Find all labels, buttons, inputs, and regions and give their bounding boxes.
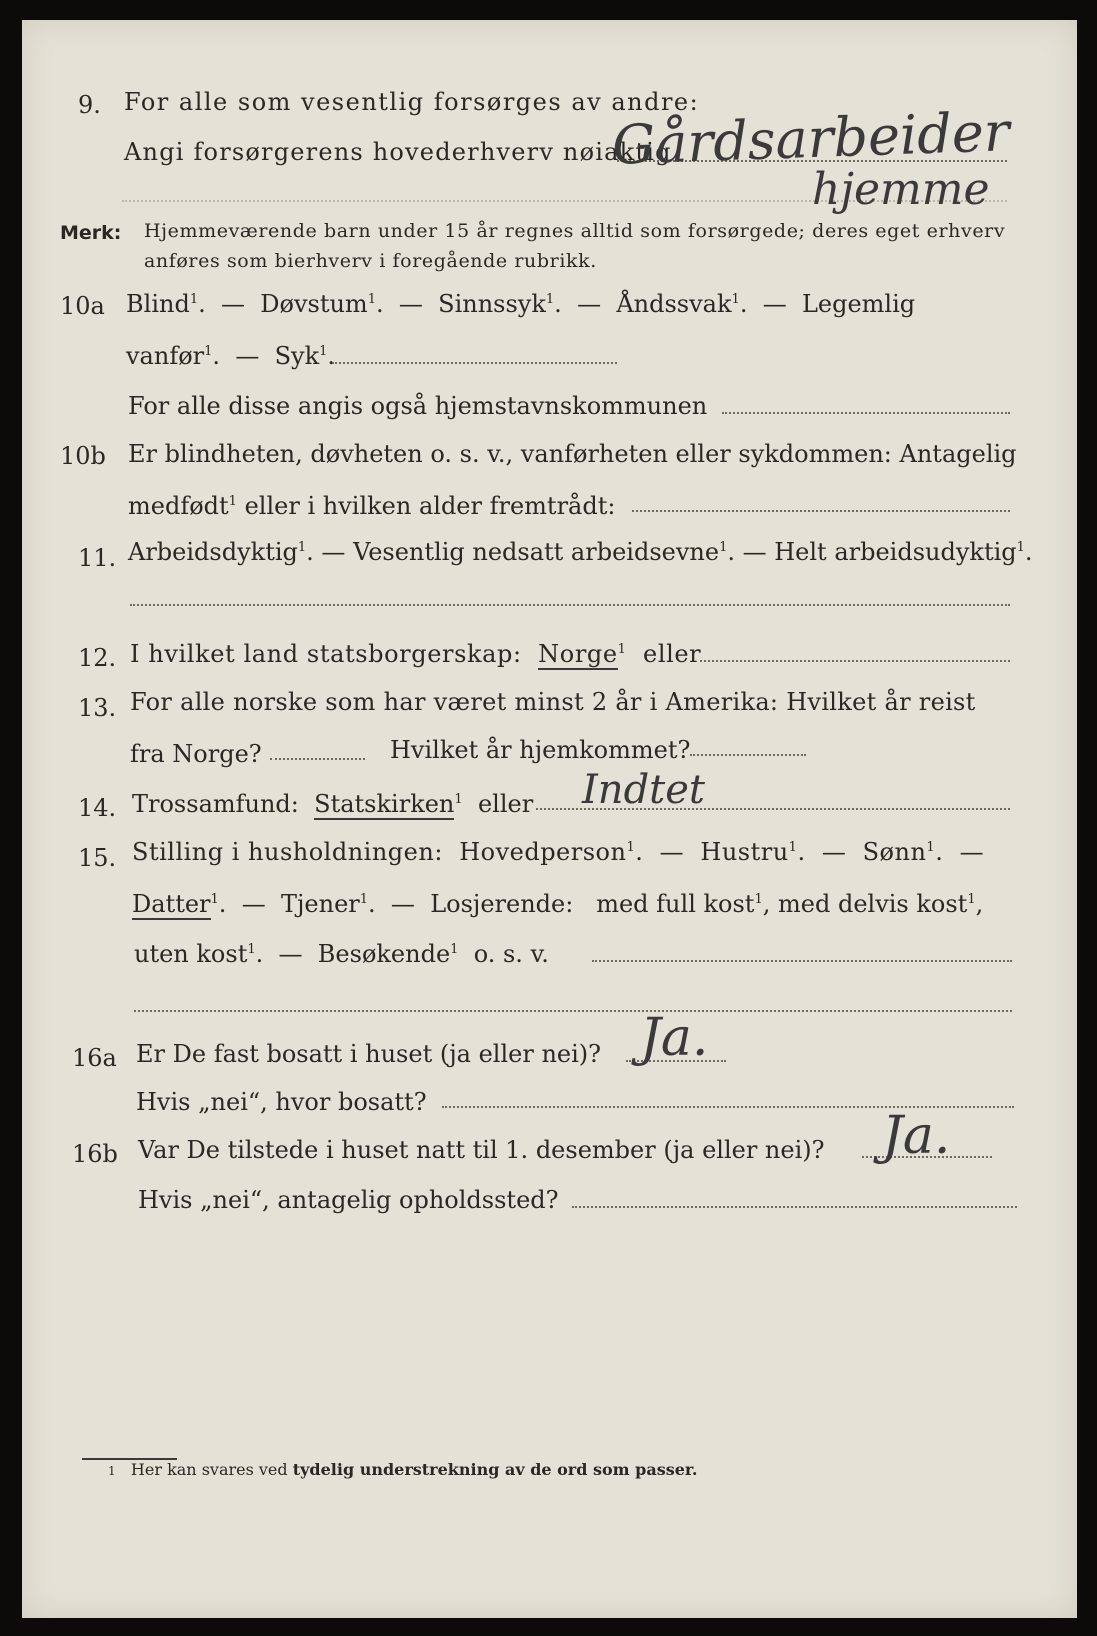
- q15-line2: Datter$^1$. — Tjener$^1$. — Losjerende: med full kost$^1$, med delvis kost$^1$,: [132, 890, 984, 918]
- option-full-kost[interactable]: med full kost: [596, 890, 755, 918]
- option-nedsatt-arbeidsevne[interactable]: Vesentlig nedsatt arbeidsevne: [353, 538, 720, 566]
- option-besokende[interactable]: Besøkende: [317, 940, 451, 968]
- q15-answer-line2: [134, 1010, 1012, 1012]
- question-number-14: 14.: [78, 794, 117, 822]
- merk-line2: anføres som bierhverv i foregående rubrikk.: [144, 250, 597, 272]
- option-delvis-kost[interactable]: med delvis kost: [778, 890, 968, 918]
- option-hovedperson[interactable]: Hovedperson: [459, 838, 627, 866]
- option-norge-underlined[interactable]: Norge: [538, 640, 618, 668]
- option-legemlig[interactable]: Legemlig: [801, 290, 916, 318]
- q12-answer-line: [700, 660, 1010, 662]
- option-arbeidsudyktig[interactable]: Helt arbeidsudyktig: [774, 538, 1017, 566]
- merk-label: Merk:: [60, 222, 122, 244]
- q13-line2a: fra Norge?: [130, 740, 262, 768]
- q10a-line1: Blind$^1$. — Døvstum$^1$. — Sinnssyk$^1$. — Åndssvak$^1$. — Legemlig: [126, 290, 916, 318]
- option-sonn[interactable]: Sønn: [862, 838, 927, 866]
- q13-answer-hjemkommet: [690, 754, 806, 756]
- option-losjerende[interactable]: Losjerende:: [430, 890, 574, 918]
- footnote: 1 Her kan svares ved tydelig understrekning av de ord som passer.: [108, 1460, 698, 1479]
- q16b-line1: Var De tilstede i huset natt til 1. desember (ja eller nei)?: [138, 1136, 825, 1164]
- option-hustru[interactable]: Hustru: [700, 838, 789, 866]
- q10b-line1: Er blindheten, døvheten o. s. v., vanførheten eller sykdommen: Antagelig: [128, 440, 1017, 468]
- q16a-line1: Er De fast bosatt i huset (ja eller nei)?: [136, 1040, 602, 1068]
- option-vanfor[interactable]: vanfør: [126, 342, 205, 370]
- q16b-handwritten-answer: Ja.: [882, 1106, 951, 1166]
- footnote-marker: 1: [108, 1464, 116, 1478]
- option-datter-underlined[interactable]: Datter: [132, 890, 211, 918]
- option-dovstum[interactable]: Døvstum: [260, 290, 368, 318]
- question-number-10b: 10b: [60, 442, 106, 470]
- q9-handwritten-occupation: Gårdsarbeider: [611, 100, 1011, 177]
- option-medfodt[interactable]: medfødt: [128, 492, 229, 520]
- option-andssvak[interactable]: Åndssvak: [616, 290, 732, 318]
- q10a-line3: For alle disse angis også hjemstavnskommunen: [128, 392, 708, 420]
- q10a-answer-line2: [722, 412, 1010, 414]
- question-number-13: 13.: [78, 694, 117, 722]
- q16b-answer-line2: [572, 1206, 1017, 1208]
- q9-line2: Angi forsørgerens hovederhverv nøiaktig: [124, 138, 672, 166]
- question-number-9: 9.: [78, 91, 101, 119]
- option-syk[interactable]: Syk: [274, 342, 320, 370]
- q10a-answer-line1: [332, 362, 617, 364]
- question-number-16a: 16a: [72, 1044, 117, 1072]
- q11-line: Arbeidsdyktig$^1$. — Vesentlig nedsatt arbeidsevne$^1$. — Helt arbeidsudyktig$^1$.: [128, 538, 1033, 566]
- question-number-16b: 16b: [72, 1140, 118, 1168]
- question-number-15: 15.: [78, 844, 117, 872]
- q16a-handwritten-answer: Ja.: [640, 1008, 709, 1068]
- option-tjener[interactable]: Tjener: [280, 890, 360, 918]
- q13-line2b: Hvilket år hjemkommet?: [390, 736, 691, 764]
- q15-answer-line1: [592, 960, 1012, 962]
- merk-line1: Hjemmeværende barn under 15 år regnes alltid som forsørgede; deres eget erhverv: [144, 220, 1006, 242]
- q10b-answer-line: [632, 510, 1010, 512]
- q15-line3: uten kost$^1$. — Besøkende$^1$ o. s. v.: [134, 940, 549, 968]
- question-number-12: 12.: [78, 644, 117, 672]
- q14-line: Trossamfund: Statskirken$^1$ eller: [132, 790, 534, 818]
- option-sinnssyk[interactable]: Sinnssyk: [438, 290, 546, 318]
- option-uten-kost[interactable]: uten kost: [134, 940, 248, 968]
- q9-line1: For alle som vesentlig forsørges av andre:: [124, 88, 700, 116]
- q10a-line2: vanfør$^1$. — Syk$^1$.: [126, 342, 336, 370]
- option-blind[interactable]: Blind: [126, 290, 190, 318]
- q13-line1: For alle norske som har været minst 2 år i Amerika: Hvilket år reist: [130, 688, 976, 716]
- question-number-11: 11.: [78, 544, 117, 572]
- q13-answer-reist: [270, 758, 365, 760]
- census-form-page: [22, 20, 1077, 1618]
- q14-handwritten-answer: Indtet: [582, 767, 705, 813]
- option-statskirken-underlined[interactable]: Statskirken: [314, 790, 455, 818]
- q10b-line2: medfødt$^1$ eller i hvilken alder fremtrådt:: [128, 492, 616, 520]
- option-arbeidsdyktig[interactable]: Arbeidsdyktig: [128, 538, 298, 566]
- q16a-line2: Hvis „nei“, hvor bosatt?: [136, 1088, 427, 1116]
- q12-line: I hvilket land statsborgerskap: Norge$^1$ eller: [130, 640, 702, 668]
- q15-line1: Stilling i husholdningen: Hovedperson$^1$. — Hustru$^1$. — Sønn$^1$. —: [132, 838, 985, 866]
- q11-answer-line: [130, 604, 1010, 606]
- question-number-10a: 10a: [60, 292, 105, 320]
- q16b-line2: Hvis „nei“, antagelig opholdssted?: [138, 1186, 559, 1214]
- q9-handwritten-home: hjemme: [812, 164, 990, 215]
